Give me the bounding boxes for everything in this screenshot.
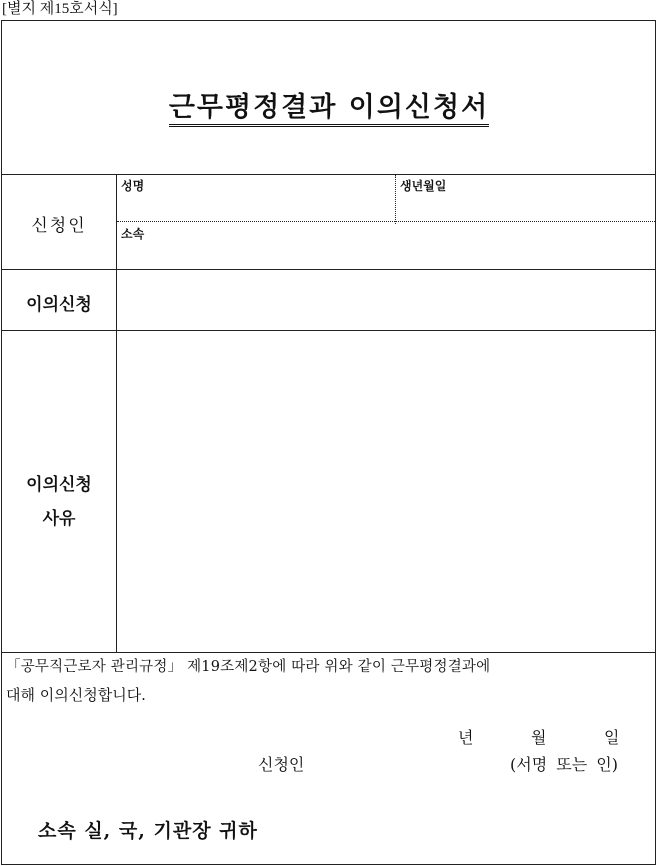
- title-text: 근무평정결과 이의신청서: [169, 92, 489, 127]
- birthdate-field-label: 생년월일: [400, 179, 447, 193]
- reason-label-line1: 이의신청: [26, 475, 92, 495]
- divider-title-bottom: [2, 174, 655, 175]
- affiliation-field-label: 소속: [121, 227, 145, 241]
- date-year: 년: [458, 728, 474, 747]
- statement-line1: 「공무직근로자 관리규정」 제19조제2항에 따라 위와 같이 근무평정결과에: [6, 659, 491, 675]
- date-day: 일: [604, 728, 620, 747]
- divider-applicant-inner: [117, 221, 655, 222]
- birthdate-field[interactable]: [396, 196, 654, 220]
- signature-note: (서명 또는 인): [510, 755, 618, 774]
- name-field[interactable]: [117, 196, 394, 220]
- reason-label-line2: 사유: [42, 509, 76, 529]
- reason-field[interactable]: [117, 331, 654, 651]
- divider-reason-bottom: [2, 652, 655, 653]
- signature-applicant-label: 신청인: [258, 755, 305, 774]
- document-title: [0, 85, 658, 124]
- objection-field[interactable]: [117, 270, 654, 329]
- form-number-label: [별지 제15호서식]: [2, 1, 118, 17]
- objection-label: 이의신청: [26, 295, 92, 315]
- addressee: 소속 실, 국, 기관장 귀하: [38, 820, 258, 842]
- date-month: 월: [531, 728, 547, 747]
- reason-label: [2, 468, 116, 536]
- affiliation-field[interactable]: [117, 243, 654, 268]
- name-field-label: 성명: [121, 179, 145, 193]
- applicant-label: 신청인: [31, 216, 87, 236]
- statement-line2: 대해 이의신청합니다.: [6, 686, 146, 704]
